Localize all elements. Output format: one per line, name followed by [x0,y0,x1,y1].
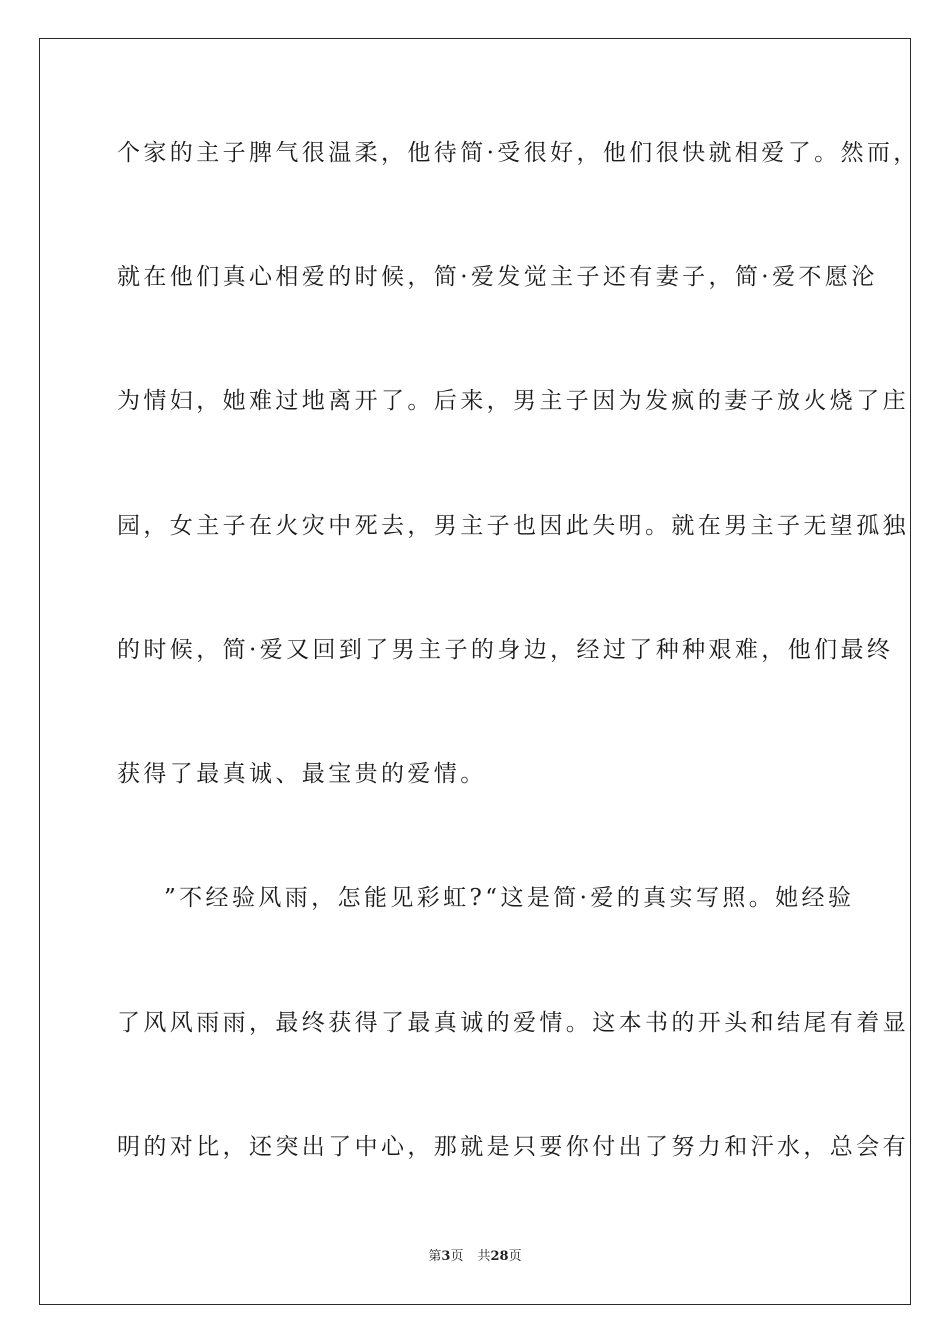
total-prefix: 共 [477,1249,491,1264]
body-text-line-5: 的时候，简·爱又回到了男主子的身边，经过了种种艰难，他们最终 [117,637,894,663]
page-prefix: 第 [428,1249,442,1264]
body-text-line-8: 了风风雨雨，最终获得了最真诚的爱情。这本书的开头和结尾有着显 [117,1010,909,1036]
body-text-line-1: 个家的主子脾气很温柔，他待简·受很好，他们很快就相爱了。然而， [117,140,920,166]
total-pages: 28 [490,1249,509,1264]
body-text-line-3: 为情妇，她难过地离开了。后来，男主子因为发疯的妻子放火烧了庄 [117,388,909,414]
total-suffix: 页 [508,1249,522,1264]
page-suffix: 页 [450,1249,464,1264]
body-text-line-6: 获得了最真诚、最宝贵的爱情。 [117,761,487,787]
body-text-line-2: 就在他们真心相爱的时候，简·爱发觉主子还有妻子，简·爱不愿沦 [117,264,878,290]
body-text-line-9: 明的对比，还突出了中心，那就是只要你付出了努力和汗水，总会有 [117,1134,909,1160]
page-number: 3 [441,1249,451,1264]
page-footer [0,1248,950,1266]
body-text-line-4: 园，女主子在火灾中死去，男主子也因此失明。就在男主子无望孤独 [117,513,909,539]
page-border [39,38,920,1305]
body-text-line-7: ”不经验风雨，怎能见彩虹?“这是简·爱的真实写照。她经验 [164,885,855,911]
